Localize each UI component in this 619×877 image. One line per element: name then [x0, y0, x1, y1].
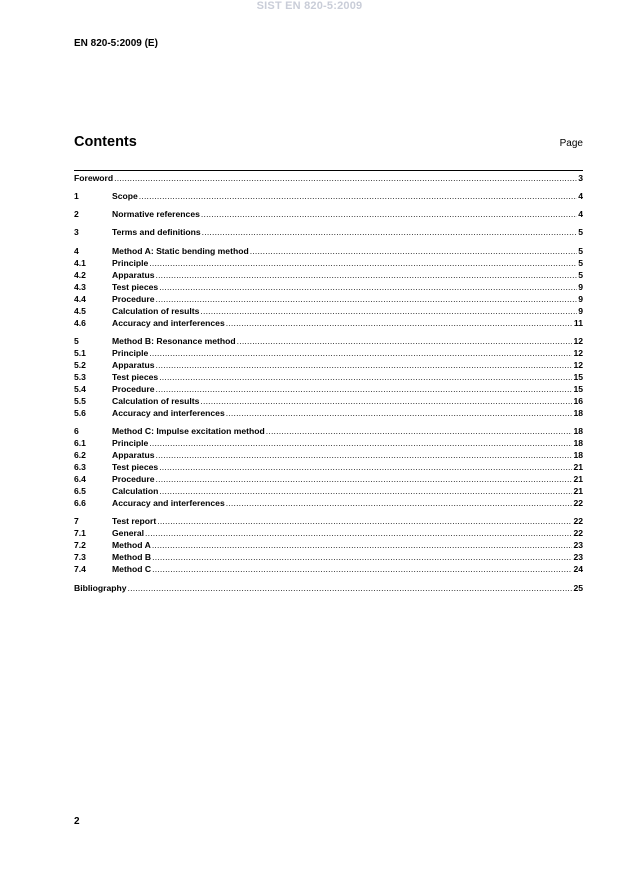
dot-leader: [156, 383, 573, 395]
dot-leader: [156, 473, 573, 485]
dot-leader: [156, 359, 573, 371]
toc-entry-6-4[interactable]: [74, 473, 583, 485]
dot-leader: [156, 293, 578, 305]
dot-leader: [152, 539, 573, 551]
toc-entry-number: 7.4: [74, 564, 86, 574]
toc-entry-title: Normative references: [112, 209, 200, 219]
toc-entry-page: 21: [573, 474, 583, 484]
toc-entry-title: Foreword: [74, 173, 114, 183]
toc-entry-5-4[interactable]: [74, 383, 583, 395]
toc-entry-number: 4.1: [74, 258, 86, 268]
dot-leader: [202, 226, 578, 238]
toc-entry-page: 3: [578, 173, 583, 183]
toc-entry-title: Apparatus: [112, 360, 155, 370]
toc-entry-number: 5.6: [74, 408, 86, 418]
toc-entry-number: 6.5: [74, 486, 86, 496]
toc-entry-4-5[interactable]: [74, 305, 583, 317]
dot-leader: [159, 281, 577, 293]
toc-entry-title: Test report: [112, 516, 157, 526]
toc-entry-title: Method C: Impulse excitation method: [112, 426, 265, 436]
toc-entry-number: 7.2: [74, 540, 86, 550]
toc-entry-title: Calculation of results: [112, 306, 200, 316]
toc-entry-7-3[interactable]: [74, 551, 583, 563]
page-number: 2: [74, 816, 80, 827]
toc-entry-6-6[interactable]: [74, 497, 583, 509]
toc-entry-page: 21: [573, 462, 583, 472]
dot-leader: [139, 190, 577, 202]
toc-entry-title: Procedure: [112, 474, 155, 484]
dot-leader: [149, 347, 572, 359]
toc-entry-page: 9: [578, 294, 583, 304]
dot-leader: [237, 335, 573, 347]
toc-entry-page: 12: [573, 360, 583, 370]
toc-entry-3[interactable]: [74, 226, 583, 238]
toc-entry-number: 7.3: [74, 552, 86, 562]
toc-entry-title: Method A: [112, 540, 151, 550]
toc-entry-6[interactable]: [74, 425, 583, 437]
toc-entry-7-2[interactable]: [74, 539, 583, 551]
dot-leader: [200, 395, 572, 407]
toc-entry-5-5[interactable]: [74, 395, 583, 407]
contents-heading: Contents: [74, 134, 137, 150]
toc-entry-page: 5: [578, 227, 583, 237]
toc-entry-page: 5: [578, 270, 583, 280]
toc-entry-page: 12: [573, 348, 583, 358]
toc-entry-number: 7.1: [74, 528, 86, 538]
toc-entry-4-1[interactable]: [74, 257, 583, 269]
toc-entry-title: Procedure: [112, 294, 155, 304]
toc-entry-page: 11: [573, 318, 583, 328]
toc-entry-number: 6.6: [74, 498, 86, 508]
toc-entry-title: Method B: Resonance method: [112, 336, 236, 346]
dot-leader: [226, 407, 573, 419]
toc-entry-title: Test pieces: [112, 372, 159, 382]
toc-entry-title: Test pieces: [112, 282, 159, 292]
dot-leader: [226, 497, 573, 509]
toc-entry-number: 5.3: [74, 372, 86, 382]
toc-entry-7-4[interactable]: [74, 563, 583, 575]
toc-entry-page: 12: [573, 336, 583, 346]
toc-entry-number: 5.5: [74, 396, 86, 406]
toc-entry-number: 5.1: [74, 348, 86, 358]
toc-entry-title: Procedure: [112, 384, 155, 394]
toc-entry-number: 5.2: [74, 360, 86, 370]
toc-entry-page: 4: [578, 209, 583, 219]
toc-entry-page: 15: [573, 384, 583, 394]
dot-leader: [149, 437, 572, 449]
toc-entry-4-6[interactable]: [74, 317, 583, 329]
toc-entry-title: Terms and definitions: [112, 227, 201, 237]
page-column-label: Page: [559, 138, 583, 149]
toc-entry-number: 4.6: [74, 318, 86, 328]
toc-entry-title: Method C: [112, 564, 152, 574]
document-id: EN 820-5:2009 (E): [74, 38, 158, 49]
toc-entry-6-2[interactable]: [74, 449, 583, 461]
toc-entry-page: 23: [573, 540, 583, 550]
toc-entry-page: 18: [573, 450, 583, 460]
toc-entry-title: Accuracy and interferences: [112, 408, 225, 418]
toc-entry-number: 6.3: [74, 462, 86, 472]
toc-entry-4-4[interactable]: [74, 293, 583, 305]
dot-leader: [157, 515, 572, 527]
toc-entry-2[interactable]: [74, 208, 583, 220]
toc-entry-number: 6.4: [74, 474, 86, 484]
toc-entry-title: Bibliography: [74, 583, 127, 593]
toc-entry-4[interactable]: [74, 245, 583, 257]
toc-entry-5[interactable]: [74, 335, 583, 347]
toc-entry-1[interactable]: [74, 190, 583, 202]
toc-entry-title: Scope: [112, 191, 138, 201]
toc-entry-number: 6.1: [74, 438, 86, 448]
toc-entry-number: 3: [74, 227, 79, 237]
dot-leader: [114, 172, 577, 184]
toc-entry-page: 22: [573, 498, 583, 508]
toc-entry-page: 21: [573, 486, 583, 496]
toc-entry-page: 24: [573, 564, 583, 574]
toc-entry-4-3[interactable]: [74, 281, 583, 293]
toc-entry-number: 5.4: [74, 384, 86, 394]
dot-leader: [152, 551, 572, 563]
dot-leader: [200, 305, 577, 317]
dot-leader: [226, 317, 573, 329]
toc-entry-number: 6: [74, 426, 79, 436]
toc-entry-number: 4.4: [74, 294, 86, 304]
toc-entry-page: 18: [573, 438, 583, 448]
toc-entry-title: Apparatus: [112, 270, 155, 280]
toc-entry-page: 5: [578, 258, 583, 268]
dot-leader: [159, 461, 572, 473]
toc-entry-6-5[interactable]: [74, 485, 583, 497]
toc-entry-foreword[interactable]: [74, 172, 583, 184]
toc-entry-title: Principle: [112, 258, 149, 268]
toc-entry-number: 5: [74, 336, 79, 346]
dot-leader: [250, 245, 578, 257]
toc-entry-title: Calculation of results: [112, 396, 200, 406]
toc-entry-number: 4.5: [74, 306, 86, 316]
toc-entry-number: 4.3: [74, 282, 86, 292]
toc-entry-4-2[interactable]: [74, 269, 583, 281]
toc-entry-title: Method B: [112, 552, 152, 562]
toc-entry-page: 22: [573, 528, 583, 538]
toc-entry-number: 1: [74, 191, 79, 201]
dot-leader: [159, 371, 572, 383]
toc-entry-page: 15: [573, 372, 583, 382]
toc-entry-page: 18: [573, 408, 583, 418]
toc-entry-page: 25: [573, 583, 583, 593]
toc-entry-page: 9: [578, 282, 583, 292]
toc-entry-5-2[interactable]: [74, 359, 583, 371]
toc-entry-number: 4.2: [74, 270, 86, 280]
toc-entry-title: Test pieces: [112, 462, 159, 472]
toc-entry-page: 16: [573, 396, 583, 406]
toc-entry-bibliography[interactable]: [74, 582, 583, 594]
toc-entry-page: 22: [573, 516, 583, 526]
toc-entry-number: 2: [74, 209, 79, 219]
toc-entry-5-1[interactable]: [74, 347, 583, 359]
toc-entry-page: 23: [573, 552, 583, 562]
dot-leader: [156, 269, 578, 281]
toc-entry-page: 4: [578, 191, 583, 201]
dot-leader: [152, 563, 572, 575]
dot-leader: [128, 582, 573, 594]
watermark: SIST EN 820-5:2009: [256, 0, 363, 12]
toc-entry-number: 4: [74, 246, 79, 256]
toc-entry-5-6[interactable]: [74, 407, 583, 419]
dot-leader: [156, 449, 573, 461]
toc-entry-title: General: [112, 528, 145, 538]
toc-entry-number: 6.2: [74, 450, 86, 460]
toc-entry-page: 9: [578, 306, 583, 316]
toc-entry-6-1[interactable]: [74, 437, 583, 449]
dot-leader: [201, 208, 577, 220]
toc-entry-title: Apparatus: [112, 450, 155, 460]
dot-leader: [149, 257, 577, 269]
toc-entry-6-3[interactable]: [74, 461, 583, 473]
toc-entry-title: Accuracy and interferences: [112, 318, 225, 328]
toc-entry-title: Principle: [112, 348, 149, 358]
contents-rule: [74, 170, 583, 171]
toc-entry-page: 5: [578, 246, 583, 256]
toc-entry-number: 7: [74, 516, 79, 526]
toc-entry-page: 18: [573, 426, 583, 436]
toc-entry-5-3[interactable]: [74, 371, 583, 383]
dot-leader: [145, 527, 572, 539]
toc-entry-title: Principle: [112, 438, 149, 448]
toc-entry-title: Method A: Static bending method: [112, 246, 249, 256]
toc-entry-title: Accuracy and interferences: [112, 498, 225, 508]
toc-entry-7[interactable]: [74, 515, 583, 527]
toc-entry-title: Calculation: [112, 486, 159, 496]
dot-leader: [266, 425, 573, 437]
toc-entry-7-1[interactable]: [74, 527, 583, 539]
dot-leader: [159, 485, 572, 497]
